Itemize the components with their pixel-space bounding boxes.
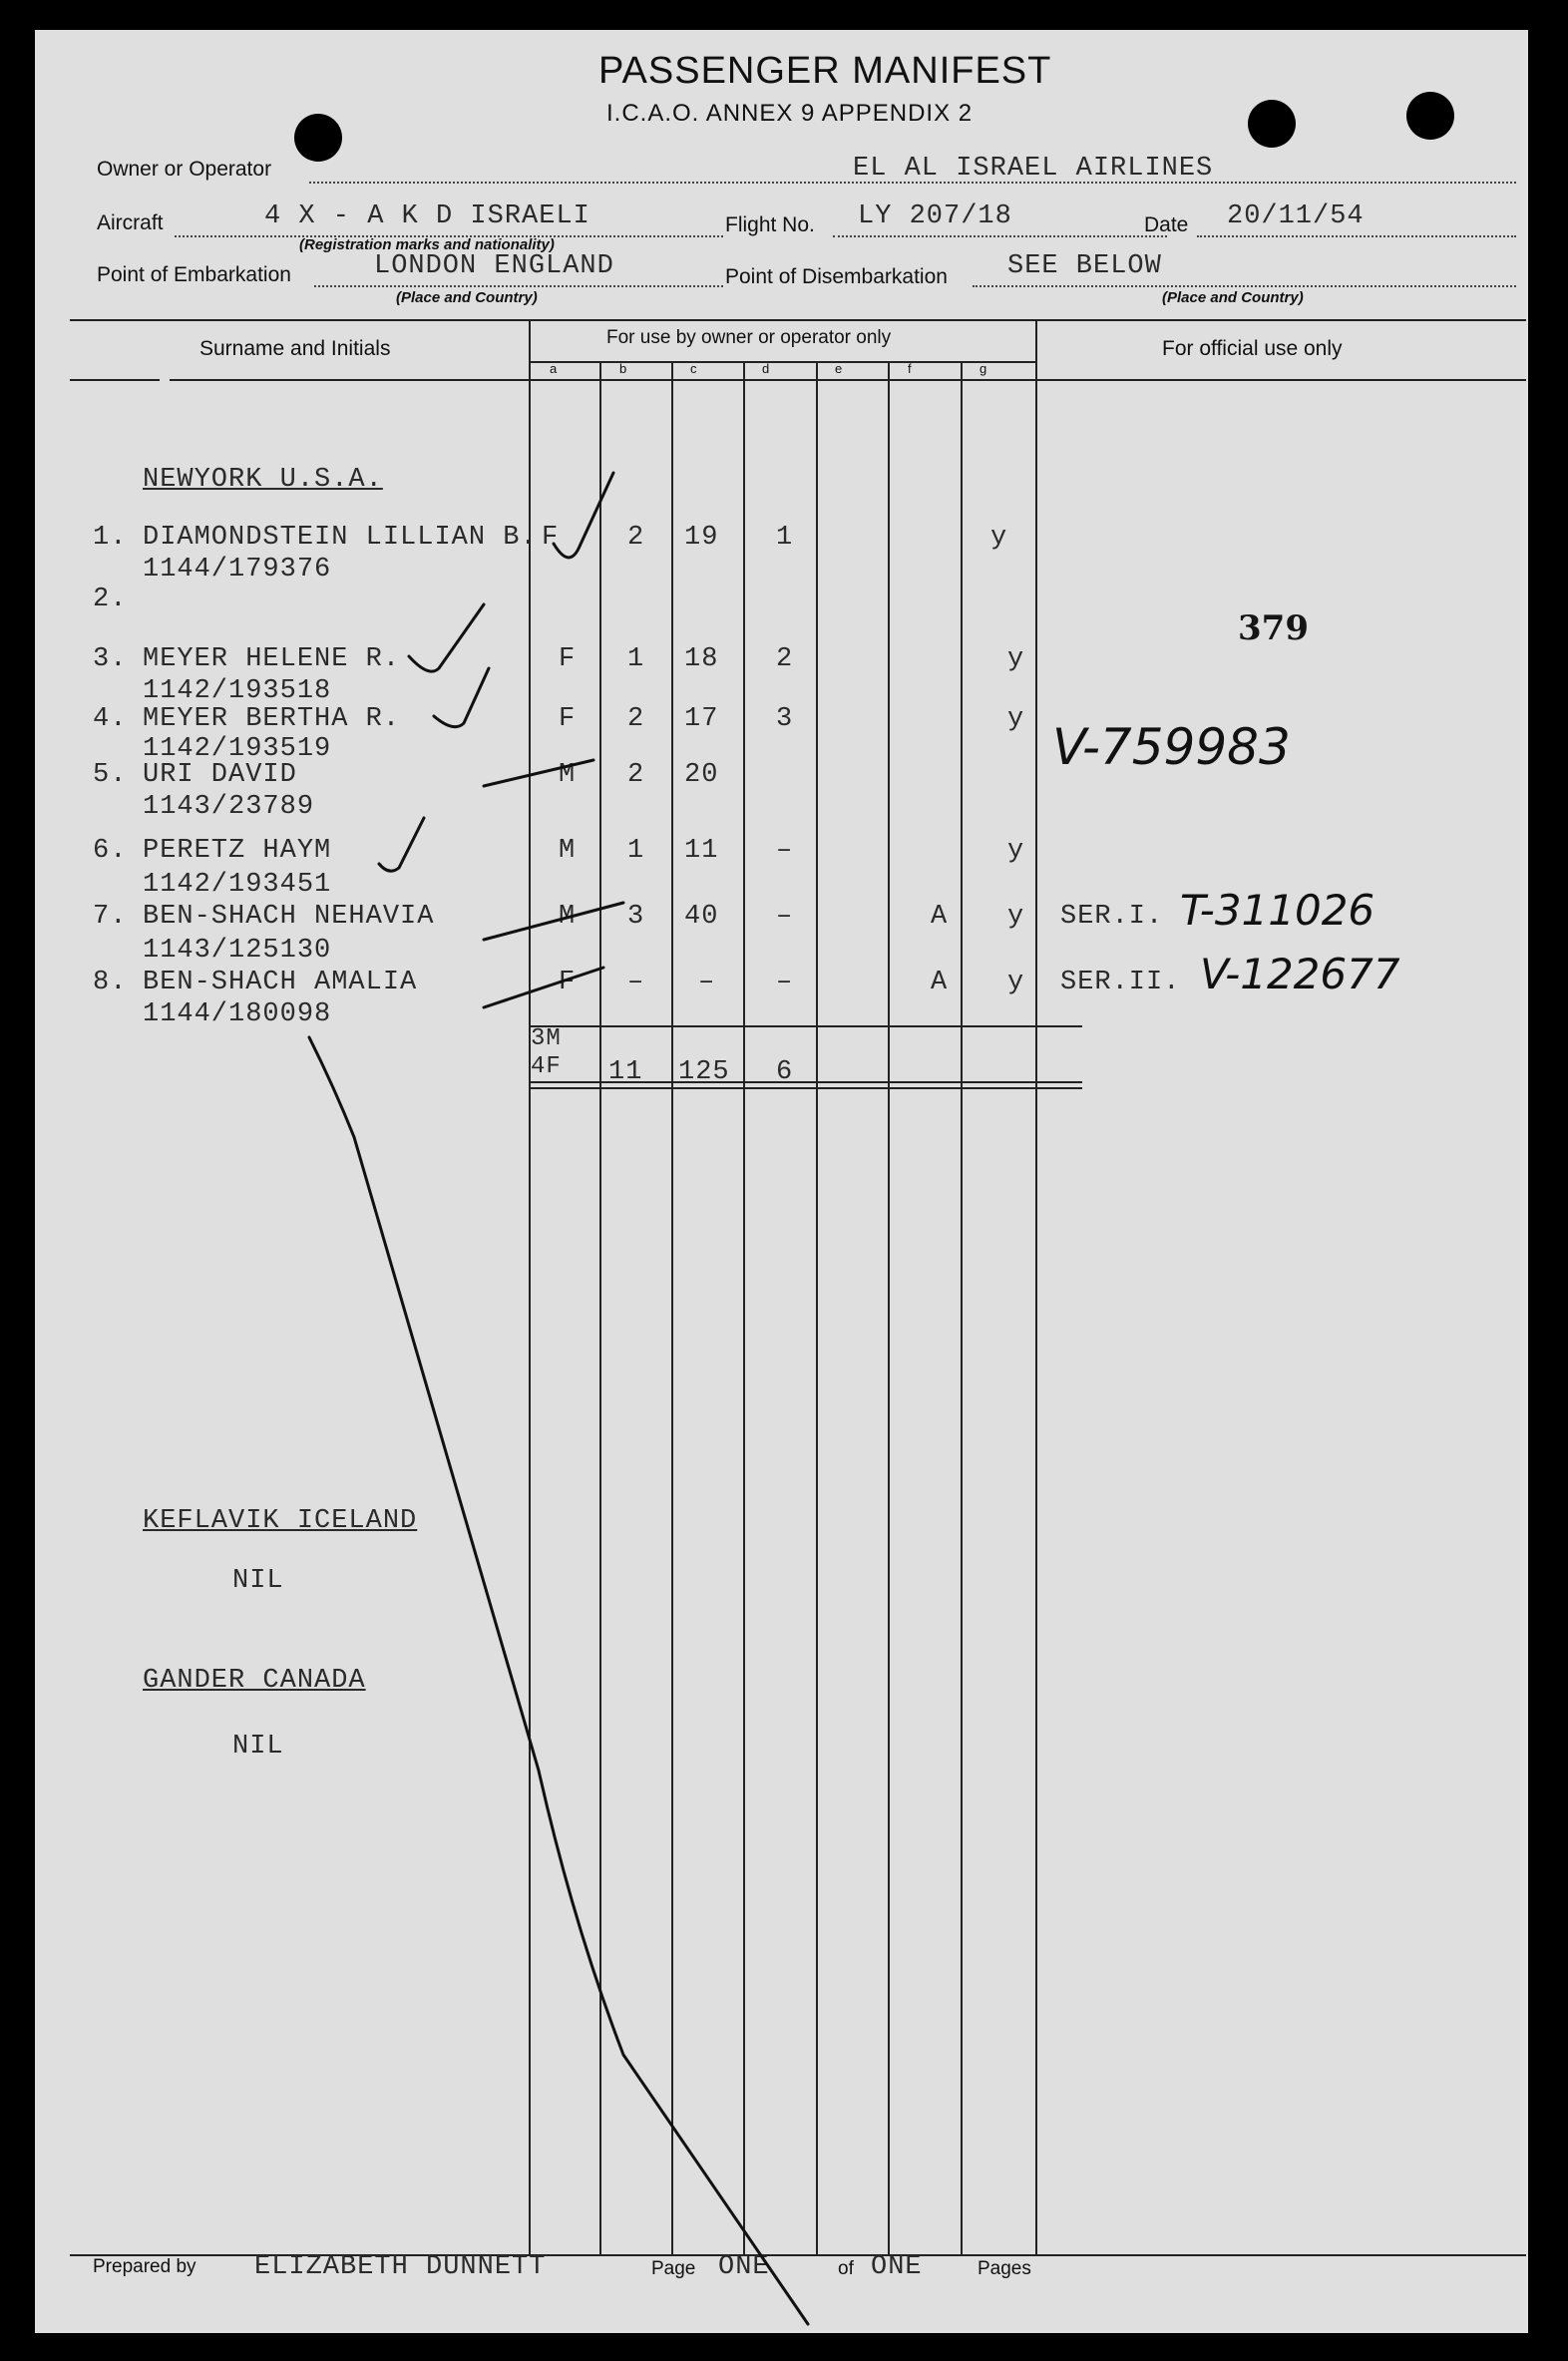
cell-b: 2 xyxy=(627,760,645,790)
cell-d: 1 xyxy=(776,523,794,553)
cell-b: 3 xyxy=(627,902,645,932)
passenger-name: MEYER BERTHA R. xyxy=(143,704,401,734)
cell-c: 20 xyxy=(684,760,719,790)
aircraft-value: 4 X - A K D ISRAELI xyxy=(264,201,590,231)
check-mark xyxy=(434,668,489,727)
row-number: 6. xyxy=(93,836,128,866)
col-c: c xyxy=(690,361,697,376)
flight-value: LY 207/18 xyxy=(858,201,1012,231)
row-number: 8. xyxy=(93,968,128,997)
cell-a: F xyxy=(559,644,577,674)
passenger-ref: 1143/23789 xyxy=(143,792,315,822)
section-heading-newyork: NEWYORK U.S.A. xyxy=(143,465,383,495)
total-d: 6 xyxy=(776,1057,794,1087)
ser1-value: T-311026 xyxy=(1180,886,1375,935)
passenger-ref: 1142/193519 xyxy=(143,734,332,764)
col-e: e xyxy=(835,361,843,376)
passenger-name: BEN-SHACH NEHAVIA xyxy=(143,902,435,932)
total-b: 11 xyxy=(608,1057,643,1087)
owner-value: EL AL ISRAEL AIRLINES xyxy=(853,154,1214,184)
cell-g: y xyxy=(1007,644,1025,674)
cell-g: y xyxy=(1007,902,1025,932)
owner-label: Owner or Operator xyxy=(97,158,272,181)
disembark-value: SEE BELOW xyxy=(1007,251,1162,281)
passenger-name: DIAMONDSTEIN LILLIAN B. xyxy=(143,523,538,553)
passenger-ref: 1143/125130 xyxy=(143,936,332,966)
passenger-ref: 1144/179376 xyxy=(143,555,332,585)
cell-b: – xyxy=(627,968,645,997)
cell-c: 19 xyxy=(684,523,719,553)
date-label: Date xyxy=(1144,213,1189,236)
col-g: g xyxy=(980,361,987,376)
cell-b: 1 xyxy=(627,836,645,866)
col-f: f xyxy=(908,361,912,376)
owner-use-header: For use by owner or operator only xyxy=(606,327,892,348)
section-heading-keflavik: KEFLAVIK ICELAND xyxy=(143,1506,418,1536)
official-header: For official use only xyxy=(1162,337,1343,360)
visa-number: V-759983 xyxy=(1052,718,1291,776)
passenger-name: BEN-SHACH AMALIA xyxy=(143,968,418,997)
page-subtitle: I.C.A.O. ANNEX 9 APPENDIX 2 xyxy=(606,100,974,127)
cell-c: – xyxy=(698,968,716,997)
cell-g: y xyxy=(1007,968,1025,997)
embark-note: (Place and Country) xyxy=(396,289,538,306)
cell-a: F xyxy=(559,704,577,734)
total-c: 125 xyxy=(678,1057,730,1087)
diagonal-line xyxy=(309,1037,808,2324)
cell-d: 3 xyxy=(776,704,794,734)
of-label: of xyxy=(838,2258,854,2279)
row-number: 3. xyxy=(93,644,128,674)
passenger-name: PERETZ HAYM xyxy=(143,836,332,866)
passenger-ref: 1144/180098 xyxy=(143,999,332,1029)
total-a-male: 3M xyxy=(531,1025,562,1052)
cell-f: A xyxy=(931,968,949,997)
embark-label: Point of Embarkation xyxy=(97,263,291,286)
page-title: PASSENGER MANIFEST xyxy=(598,50,1052,92)
stamp-number: 379 xyxy=(1238,608,1309,648)
strike-line xyxy=(484,903,623,940)
cell-a: M xyxy=(559,902,577,932)
aircraft-label: Aircraft xyxy=(97,211,164,234)
passenger-ref: 1142/193451 xyxy=(143,870,332,900)
cell-g: y xyxy=(1007,836,1025,866)
cell-a: F xyxy=(542,523,560,553)
strike-line xyxy=(484,968,603,1007)
pages-label: Pages xyxy=(978,2258,1031,2279)
cell-c: 11 xyxy=(684,836,719,866)
page-label: Page xyxy=(651,2258,696,2279)
flight-label: Flight No. xyxy=(725,213,815,236)
check-mark xyxy=(409,604,484,671)
cell-f: A xyxy=(931,902,949,932)
cell-d: 2 xyxy=(776,644,794,674)
ser2-label: SER.II. xyxy=(1060,968,1181,997)
surname-header: Surname and Initials xyxy=(199,337,391,360)
check-mark xyxy=(554,473,613,558)
handwritten-marks xyxy=(35,30,1528,2333)
section-value-gander: NIL xyxy=(232,1732,284,1762)
cell-a: F xyxy=(559,968,577,997)
cell-c: 17 xyxy=(684,704,719,734)
ser2-value: V-122677 xyxy=(1200,950,1400,998)
cell-d: – xyxy=(776,968,794,997)
cell-b: 2 xyxy=(627,523,645,553)
cell-a: M xyxy=(559,836,577,866)
row-number: 1. xyxy=(93,523,128,553)
total-a-female: 4F xyxy=(531,1053,562,1080)
section-value-keflavik: NIL xyxy=(232,1566,284,1596)
page-value: ONE xyxy=(718,2252,770,2282)
cell-d: – xyxy=(776,836,794,866)
cell-b: 2 xyxy=(627,704,645,734)
cell-c: 18 xyxy=(684,644,719,674)
disembark-note: (Place and Country) xyxy=(1162,289,1304,306)
disembark-label: Point of Disembarkation xyxy=(725,265,948,288)
col-b: b xyxy=(619,361,627,376)
row-number: 4. xyxy=(93,704,128,734)
passenger-name: URI DAVID xyxy=(143,760,297,790)
section-heading-gander: GANDER CANADA xyxy=(143,1666,366,1696)
prepared-value: ELIZABETH DUNNETT xyxy=(254,2252,547,2282)
manifest-page xyxy=(35,30,1528,2333)
row-number: 7. xyxy=(93,902,128,932)
row-number: 5. xyxy=(93,760,128,790)
passenger-name: MEYER HELENE R. xyxy=(143,644,401,674)
passenger-ref: 1142/193518 xyxy=(143,676,332,706)
cell-g: y xyxy=(990,523,1008,553)
cell-c: 40 xyxy=(684,902,719,932)
ser1-label: SER.I. xyxy=(1060,902,1164,932)
cell-a: M xyxy=(559,760,577,790)
embark-value: LONDON ENGLAND xyxy=(374,251,614,281)
check-mark xyxy=(379,818,424,871)
cell-g: y xyxy=(1007,704,1025,734)
col-a: a xyxy=(550,361,558,376)
row-number: 2. xyxy=(93,585,128,614)
cell-b: 1 xyxy=(627,644,645,674)
cell-d: – xyxy=(776,902,794,932)
prepared-label: Prepared by xyxy=(93,2256,196,2277)
date-value: 20/11/54 xyxy=(1227,201,1365,231)
of-value: ONE xyxy=(871,2252,923,2282)
strike-line xyxy=(484,760,593,786)
col-d: d xyxy=(762,361,770,376)
aircraft-note: (Registration marks and nationality) xyxy=(299,236,555,253)
